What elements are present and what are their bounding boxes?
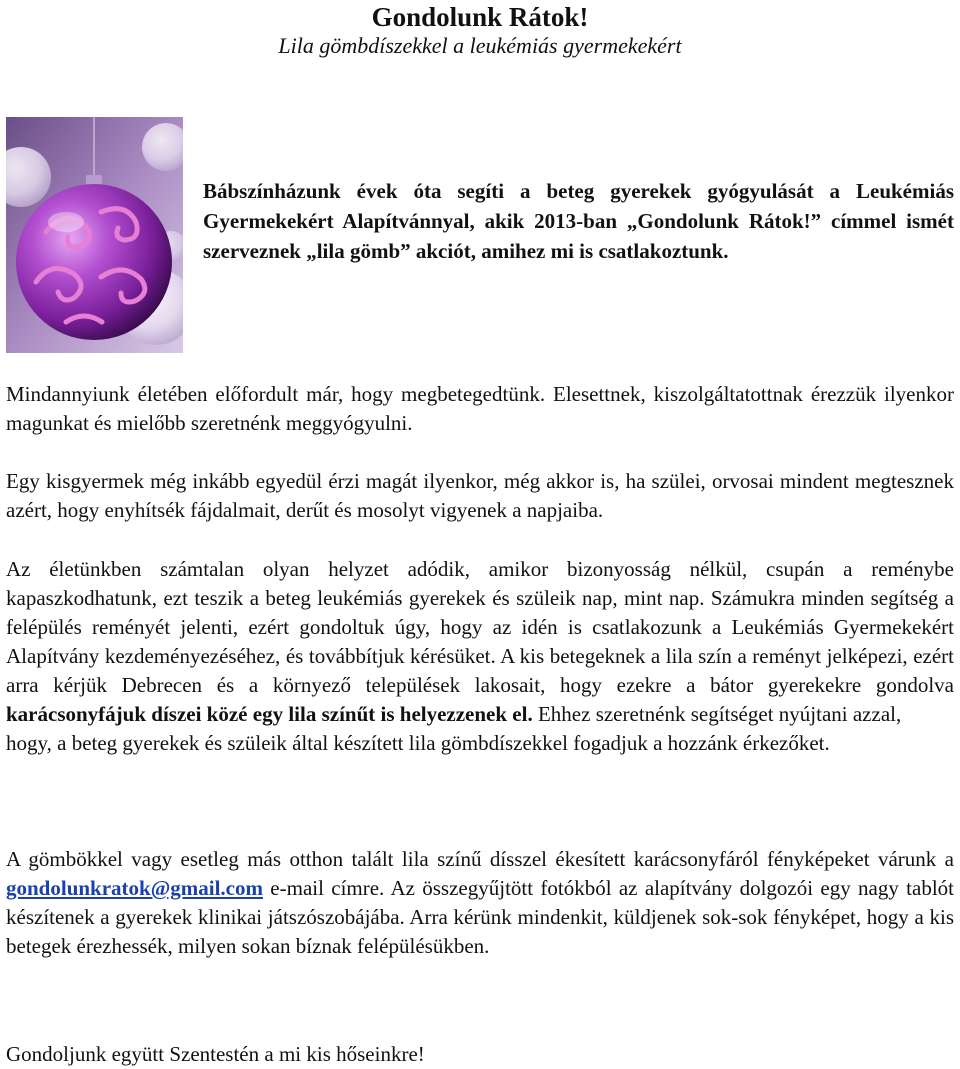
paragraph-4-text-b: e-mail címre. Az összegyűjtött fotókból az alapítvány dolgozói egy nagy tablót készítenek a gyerekek klinikai játszószobájába. Arra kérünk mindenkit, küldjenek sok-sok fényképet, hogy a kis betegek érezhessék, milyen sokan bíznak felépülésükben. xyxy=(6,876,954,958)
paragraph-3 xyxy=(6,555,954,758)
paragraph-4-text-a: A gömbökkel vagy esetleg más otthon talált lila színű dísszel ékesített karácsonyfáról fényképeket várunk a xyxy=(6,847,954,871)
paragraph-4 xyxy=(6,845,954,961)
paragraph-3-text-b: Ehhez szeretnénk segítséget nyújtani azzal, xyxy=(532,702,902,726)
email-link[interactable]: gondolunkratok@gmail.com xyxy=(6,876,263,900)
paragraph-3-text-c: hogy, a beteg gyerekek és szüleik által készített lila gömbdíszekkel fogadjuk a hozzánk érkezőket. xyxy=(6,731,830,755)
page-title: Gondolunk Rátok! xyxy=(371,2,589,32)
page-subtitle: Lila gömbdíszekkel a leukémiás gyermekekért xyxy=(278,33,682,58)
paragraph-3-bold-text: karácsonyfájuk díszei közé egy lila színűt is helyezzenek el. xyxy=(6,702,533,726)
paragraph-2: Egy kisgyermek még inkább egyedül érzi magát ilyenkor, még akkor is, ha szülei, orvosai mindent megtesznek azért, hogy enyhítsék fájdalmait, derűt és mosolyt vigyenek a napjaiba. xyxy=(6,469,954,522)
purple-christmas-ornament-icon xyxy=(6,117,183,353)
paragraph-3-text-a: Az életünkben számtalan olyan helyzet adódik, amikor bizonyosság nélkül, csupán a reménybe kapaszkodhatunk, ezt teszik a beteg leukémiás gyerekek és szüleik nap, mint nap. Számukra minden segítség a felépülés reményét jelenti, ezért gondoltuk úgy, hogy az idén is csatlakozunk a Leukémiás Gyermekekért Alapítvány kezdeményezéséhez, és továbbítjuk kérésüket. A kis betegeknek a lila szín a reményt jelképezi, ezért arra kérjük Debrecen és a környező települések lakosait, hogy ezekre a bátor gyerekekre gondolva xyxy=(6,557,954,697)
intro-paragraph: Bábszínházunk évek óta segíti a beteg gyerekek gyógyulását a Leukémiás Gyermekekért Alapítvánnyal, akik 2013-ban „Gondolunk Rátok!” címmel ismét szerveznek „lila gömb” akciót, amihez mi is csatlakoztunk. xyxy=(203,179,954,263)
closing-line: Gondoljunk együtt Szentestén a mi kis hőseinkre! xyxy=(6,1042,425,1066)
paragraph-1: Mindannyiunk életében előfordult már, hogy megbetegedtünk. Elesettnek, kiszolgáltatottnak érezzük ilyenkor magunkat és mielőbb szeretnénk meggyógyulni. xyxy=(6,382,954,435)
